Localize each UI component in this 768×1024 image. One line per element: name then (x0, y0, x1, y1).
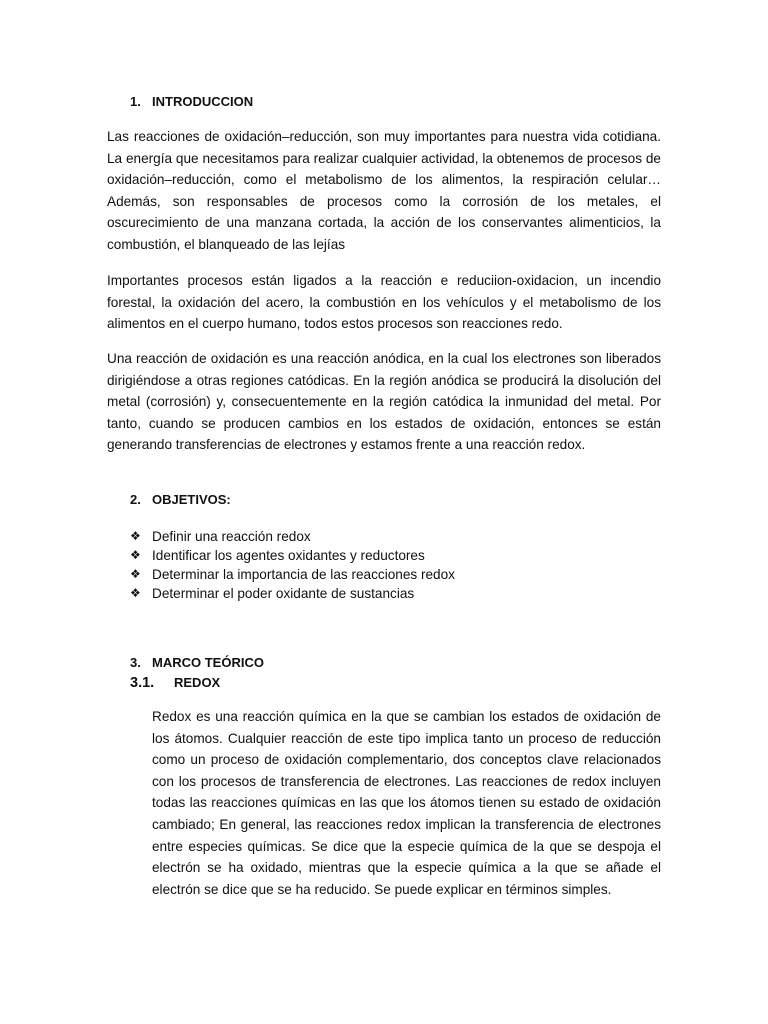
objective-text: Identificar los agentes oxidantes y reductores (152, 548, 425, 563)
objective-text: Determinar el poder oxidante de sustancias (152, 586, 415, 601)
section-number: 2. (130, 492, 141, 507)
objective-text: Definir una reacción redox (152, 529, 311, 544)
redox-paragraph: Redox es una reacción química en la que se cambian los estados de oxidación de los átomos. Cualquier reacción de este tipo implica tanto un proceso de reducción como un proceso de oxidación complementario, dos conceptos clave relacionados con los procesos de transferencia de electrones. Las reacciones de redox incluyen todas las reacciones químicas en las que los átomos tienen su estado de oxidación cambiado; En general, las reacciones redox implican la transferencia de electrones entre especies químicas. Se dice que la especie química de la que se despoja el electrón se ha oxidado, mientras que la especie química a la que se añade el electrón se dice que se ha reducido. Se puede explicar en términos simples. (152, 709, 661, 897)
subsection-title: REDOX (174, 675, 221, 690)
objectives-list (130, 527, 455, 603)
subsection-heading-redox (130, 674, 220, 692)
list-item (130, 565, 455, 584)
section-heading-marco-teorico (130, 655, 264, 671)
section-title: INTRODUCCION (152, 94, 254, 109)
section-number: 3. (130, 655, 141, 670)
diamond-bullet-icon: ❖ (130, 567, 141, 581)
objective-text: Determinar la importancia de las reacciones redox (152, 567, 455, 582)
section-title: MARCO TEÓRICO (152, 655, 264, 670)
subsection-number: 3.1. (130, 675, 155, 691)
diamond-bullet-icon: ❖ (130, 529, 141, 543)
list-item (130, 584, 455, 603)
diamond-bullet-icon: ❖ (130, 548, 141, 562)
section-heading-introduccion (130, 94, 253, 110)
list-item (130, 546, 455, 565)
section-title: OBJETIVOS: (152, 492, 231, 507)
diamond-bullet-icon: ❖ (130, 586, 141, 600)
intro-paragraph-2: Importantes procesos están ligados a la reacción e reduciion-oxidacion, un incendio forestal, la oxidación del acero, la combustión en los vehículos y el metabolismo de los alimentos en el cuerpo humano, todos estos procesos son reacciones redo. (107, 273, 661, 332)
list-item (130, 527, 455, 546)
intro-paragraph-1: Las reacciones de oxidación–reducción, son muy importantes para nuestra vida cotidiana. La energía que necesitamos para realizar cualquier actividad, la obtenemos de procesos de oxidación–reducción, como el metabolismo de los alimentos, la respiración celular… Además, son responsables de procesos como la corrosión de los metales, el oscurecimiento de una manzana cortada, la acción de los conservantes alimenticios, la combustión, el blanqueado de las lejías (107, 129, 661, 252)
intro-paragraph-3: Una reacción de oxidación es una reacción anódica, en la cual los electrones son liberados dirigiéndose a otras regiones catódicas. En la región anódica se producirá la disolución del metal (corrosión) y, consecuentemente en la región catódica la inmunidad del metal. Por tanto, cuando se producen cambios en los estados de oxidación, entonces se están generando transferencias de electrones y estamos frente a una reacción redox. (107, 351, 661, 453)
section-heading-objetivos (130, 492, 231, 508)
section-number: 1. (130, 94, 141, 109)
